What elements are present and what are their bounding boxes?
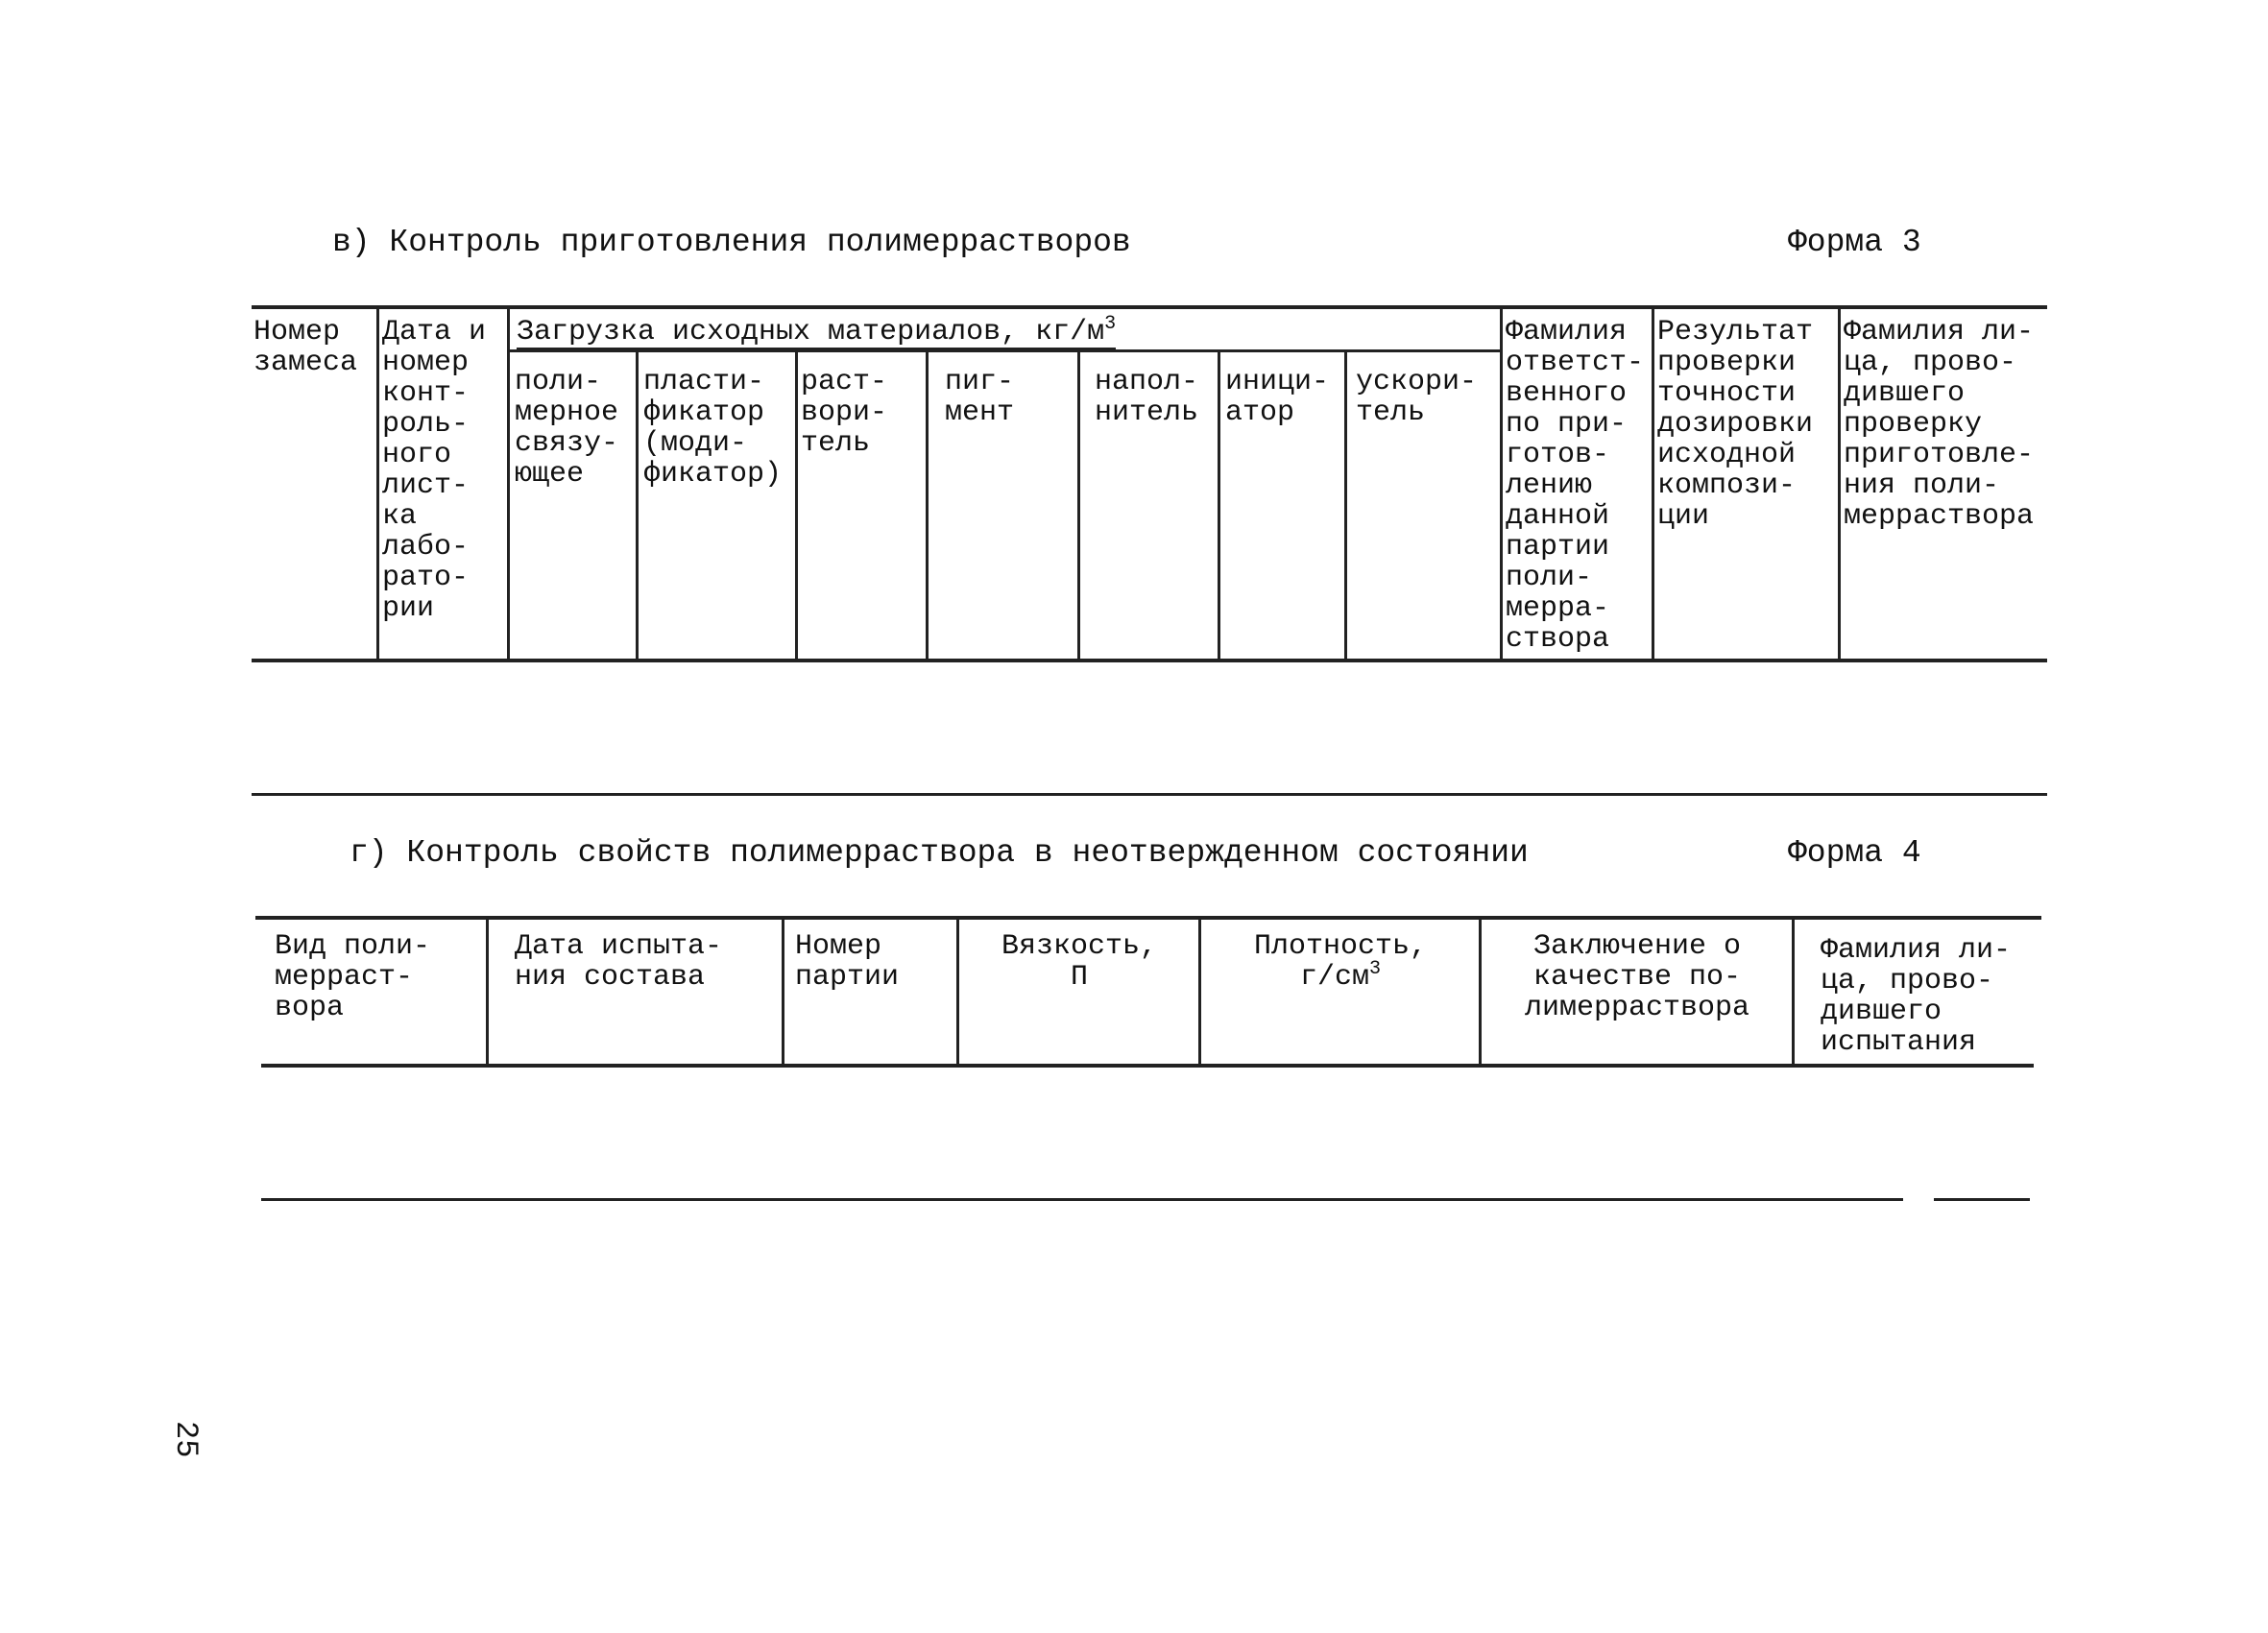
form4-col-divider: [486, 916, 489, 1066]
form4-col-divider: [782, 916, 784, 1066]
form3-col-divider: [376, 305, 379, 660]
form3-col-divider: [795, 349, 798, 660]
form3-header-plasticizer: пласти- фикатор (моди- фикатор): [643, 366, 783, 491]
form3-col-divider: [1500, 305, 1503, 660]
form4-label: Форма 4: [1788, 835, 1921, 871]
form3-header-solvent: раст- вори- тель: [801, 366, 888, 460]
form4-header-batch-number: Номер партии: [795, 930, 900, 994]
form3-header-dosing-result: Результат проверки точности дозировки исходной компози- ции: [1657, 316, 1814, 533]
form4-col-divider: [1479, 916, 1482, 1066]
form4-header-viscosity: Вязкость, П: [1001, 930, 1158, 994]
form3-top-rule: [252, 305, 2047, 309]
form4-section-title: г) Контроль свойств полимерраствора в неотвержденном состоянии: [350, 835, 1529, 871]
form4-header-test-date: Дата испыта- ния состава: [515, 930, 723, 994]
form3-header-pigment: пиг- мент: [945, 366, 1015, 429]
form3-col-divider: [636, 349, 639, 660]
form3-col-divider: [1218, 349, 1220, 660]
form3-header-date-number: Дата и номер конт- роль- ного лист- ка лабо- рато- рии: [382, 316, 487, 625]
form3-section-title: в) Контроль приготовления полимеррастворов: [332, 225, 1131, 260]
form4-entry-rule: [261, 1198, 1903, 1201]
form4-header-solution-type: Вид поли- мерраст- вора: [275, 930, 431, 1024]
form4-header-density: Плотность, $г/см^3$: [1253, 930, 1428, 994]
form4-header-tester: Фамилия ли- ца, прово- дившего испытания: [1821, 934, 2012, 1059]
form3-header-initiator: иници- атор: [1225, 366, 1330, 429]
form4-header-conclusion: Заключение о качестве по- лимерраствора: [1524, 930, 1750, 1024]
form3-header-accelerator: ускори- тель: [1356, 366, 1478, 429]
form3-label: Форма 3: [1788, 225, 1921, 260]
form4-col-divider: [1792, 916, 1795, 1066]
form3-header-responsible-person: Фамилия ответст- венного по при- готов- лению данной партии поли- мерра- створа: [1506, 316, 1645, 656]
form3-header-filler: напол- нитель: [1095, 366, 1199, 429]
form3-entry-rule: [252, 793, 2047, 796]
form4-header-bottom-rule: [261, 1064, 2034, 1068]
form3-header-polymer-binder: поли- мерное связу- ющее: [515, 366, 619, 491]
form3-col-divider: [1838, 305, 1841, 660]
form3-col-divider: [1077, 349, 1080, 660]
form3-header-bottom-rule: [252, 659, 2047, 662]
form3-col-divider: [1652, 305, 1654, 660]
page-number: 25: [168, 1421, 204, 1458]
form3-col-divider: [507, 305, 510, 660]
form3-header-batch-number: Номер замеса: [253, 316, 358, 379]
form3-col-divider: [926, 349, 929, 660]
form3-header-inspector: Фамилия ли- ца, прово- дившего проверку приготовле- ния поли- мерраствора: [1844, 316, 2035, 533]
form3-col-divider: [1344, 349, 1347, 660]
form3-header-loading-group: Загрузка исходных материалов, $кг/м^3$: [517, 313, 1117, 348]
form4-entry-rule-tail: [1934, 1198, 2030, 1201]
form4-col-divider: [956, 916, 959, 1066]
form4-col-divider: [1198, 916, 1201, 1066]
form4-top-rule: [255, 916, 2041, 920]
